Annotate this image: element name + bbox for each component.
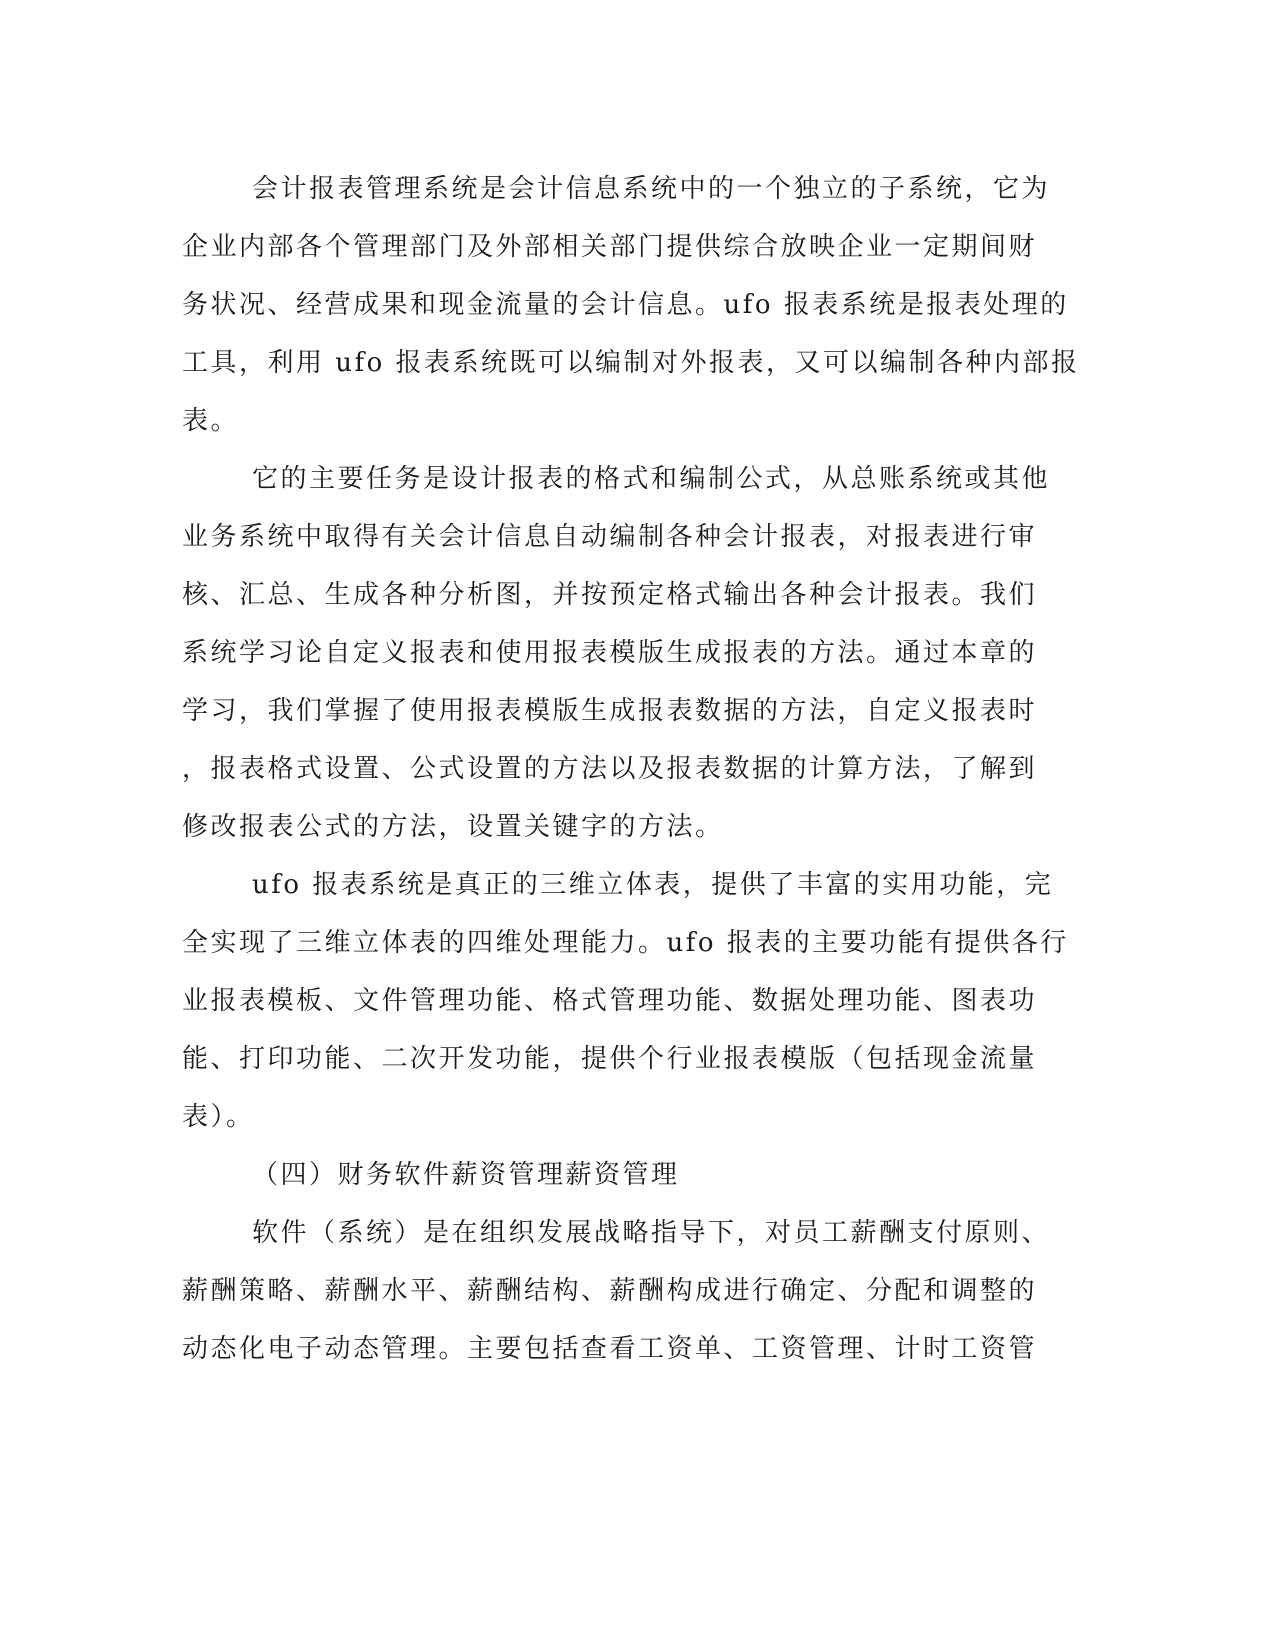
text-line: 它的主要任务是设计报表的格式和编制公式，从总账系统或其他 — [252, 464, 1051, 494]
text-line: 学习，我们掌握了使用报表模版生成报表数据的方法，自定义报表时 — [182, 696, 1038, 726]
text-line: 系统学习论自定义报表和使用报表模版生成报表的方法。通过本章的 — [182, 638, 1038, 668]
text-line: 业报表模板、文件管理功能、格式管理功能、数据处理功能、图表功 — [182, 986, 1038, 1016]
text-line: 业务系统中取得有关会计信息自动编制各种会计报表，对报表进行审 — [182, 522, 1038, 552]
text-line: 动态化电子动态管理。主要包括查看工资单、工资管理、计时工资管 — [182, 1334, 1038, 1364]
body-text — [182, 160, 1080, 1378]
text-line: 薪酬策略、薪酬水平、薪酬结构、薪酬构成进行确定、分配和调整的 — [182, 1276, 1038, 1306]
text-line: ufo 报表系统是真正的三维立体表，提供了丰富的实用功能，完 — [252, 870, 1054, 900]
text-line: （四）财务软件薪资管理薪资管理 — [252, 1160, 680, 1190]
text-line: 工具，利用 ufo 报表系统既可以编制对外报表，又可以编制各种内部报 — [182, 348, 1080, 378]
text-line: ，报表格式设置、公式设置的方法以及报表数据的计算方法，了解到 — [182, 754, 1038, 784]
text-line: 软件（系统）是在组织发展战略指导下，对员工薪酬支付原则、 — [252, 1218, 1051, 1248]
text-line: 核、汇总、生成各种分析图，并按预定格式输出各种会计报表。我们 — [182, 580, 1038, 610]
text-line: 能、打印功能、二次开发功能，提供个行业报表模版（包括现金流量 — [182, 1044, 1038, 1074]
text-line: 表。 — [182, 406, 240, 436]
text-line: 会计报表管理系统是会计信息系统中的一个独立的子系统，它为 — [252, 174, 1051, 204]
text-line: 全实现了三维立体表的四维处理能力。ufo 报表的主要功能有提供各行 — [182, 928, 1069, 958]
text-line: 表）。 — [182, 1102, 255, 1132]
text-line: 企业内部各个管理部门及外部相关部门提供综合放映企业一定期间财 — [182, 232, 1038, 262]
text-line: 修改报表公式的方法，设置关键字的方法。 — [182, 812, 724, 842]
text-line: 务状况、经营成果和现金流量的会计信息。ufo 报表系统是报表处理的 — [182, 290, 1069, 320]
